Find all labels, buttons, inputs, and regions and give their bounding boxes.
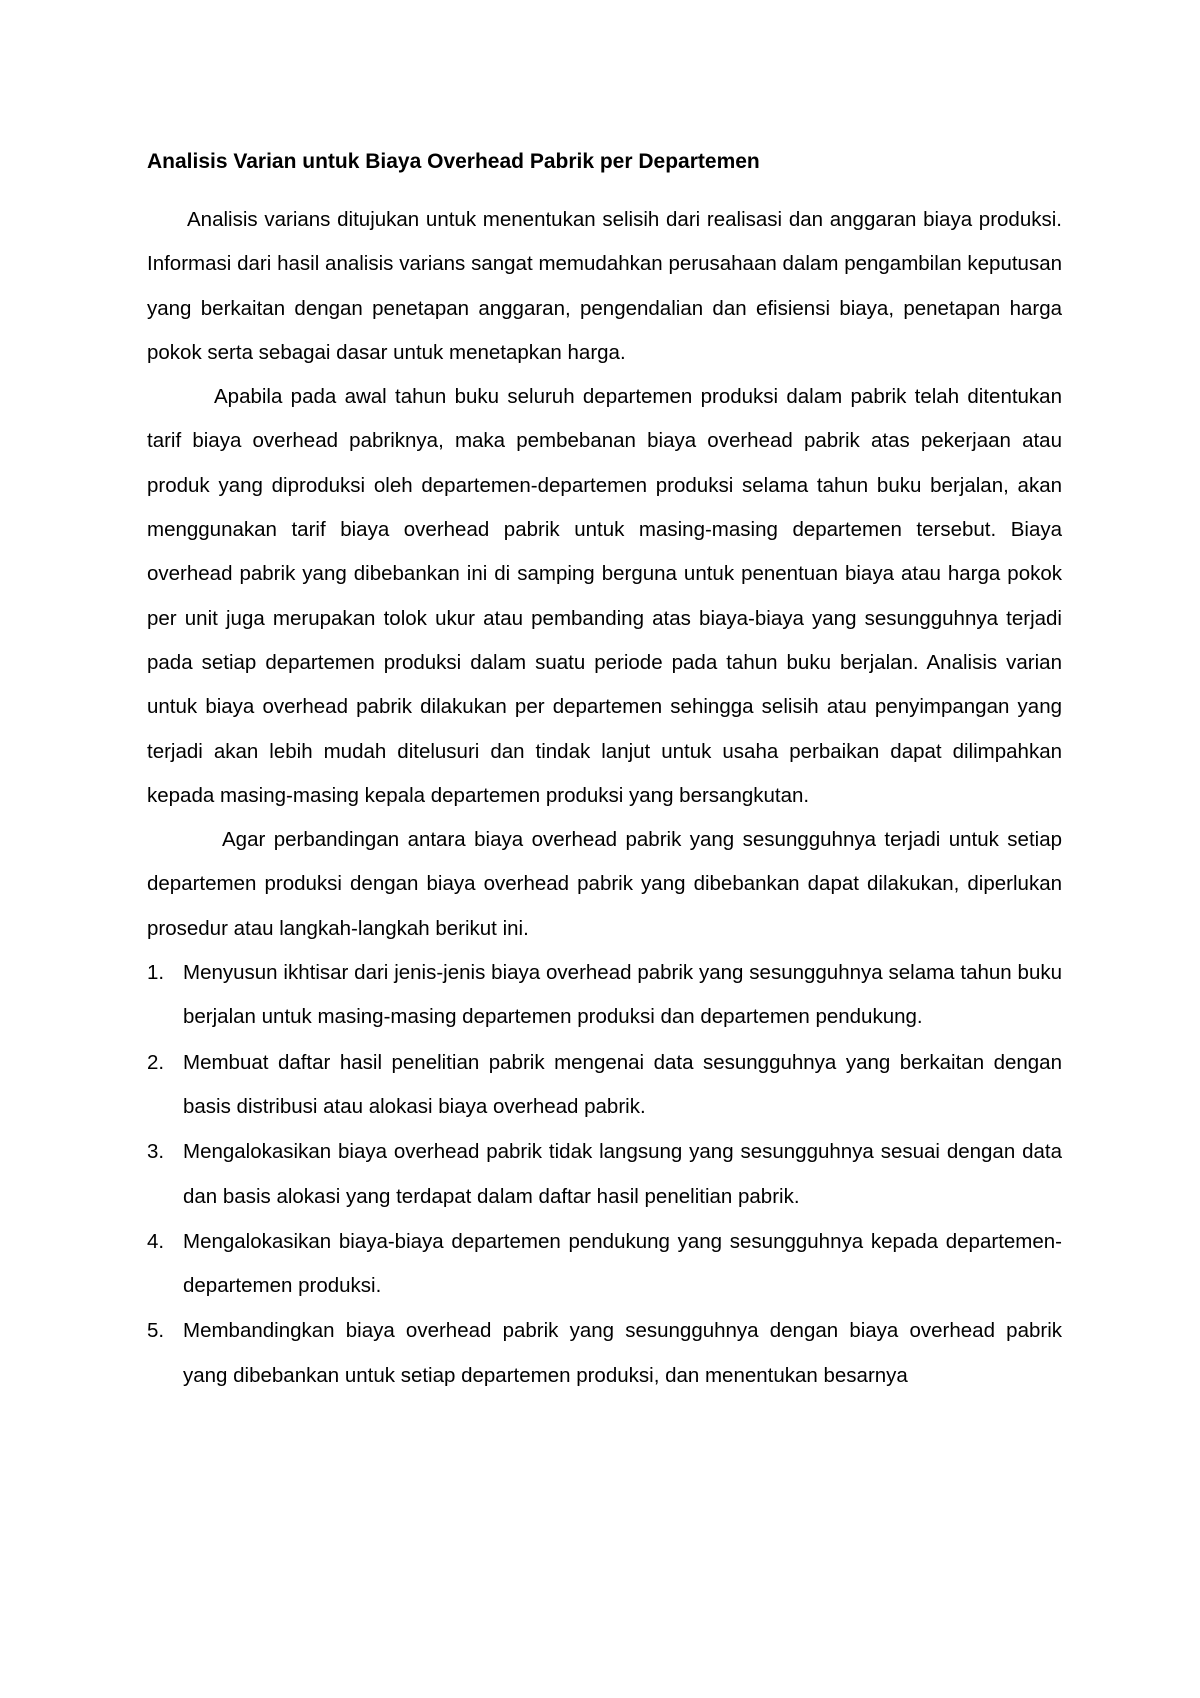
document-body (147, 140, 1062, 1399)
list-item-number: 1. (147, 961, 165, 985)
list-item-text: Membandingkan biaya overhead pabrik yang sesungguhnya dengan biaya overhead pabrik yang dibebankan untuk setiap departemen produksi, dan menentukan besarnya (183, 1319, 1062, 1387)
list-item (147, 1309, 1062, 1398)
paragraph-intro: Analisis varians ditujukan untuk menentukan selisih dari realisasi dan anggaran biaya produksi. Informasi dari hasil analisis varians sangat memudahkan perusahaan dalam pengambilan keputusan yang berkaitan dengan penetapan anggaran, pengendalian dan efisiensi biaya, penetapan harga pokok serta sebagai dasar untuk menetapkan harga. (147, 208, 1062, 364)
list-item (147, 1130, 1062, 1219)
list-item-text: Membuat daftar hasil penelitian pabrik mengenai data sesungguhnya yang berkaitan dengan basis distribusi atau alokasi biaya overhead pabrik. (183, 1050, 1062, 1118)
paragraph-tariff: Apabila pada awal tahun buku seluruh departemen produksi dalam pabrik telah ditentukan tarif biaya overhead pabriknya, maka pembebanan biaya overhead pabrik atas pekerjaan atau produk yang diproduksi oleh departemen-departemen produksi selama tahun buku berjalan, akan menggunakan tarif biaya overhead pabrik untuk masing-masing departemen tersebut. Biaya overhead pabrik yang dibebankan ini di samping berguna untuk penentuan biaya atau harga pokok per unit juga merupakan tolok ukur atau pembanding atas biaya-biaya yang sesungguhnya terjadi pada setiap departemen produksi dalam suatu periode pada tahun buku berjalan. Analisis varian untuk biaya overhead pabrik dilakukan per departemen sehingga selisih atau penyimpangan yang terjadi akan lebih mudah ditelusuri dan tindak lanjut untuk usaha perbaikan dapat dilimpahkan kepada masing-masing kepala departemen produksi yang bersangkutan. (147, 385, 1062, 807)
list-item (147, 1220, 1062, 1309)
list-item-number: 2. (147, 1050, 165, 1074)
list-item (147, 951, 1062, 1040)
list-item-text: Menyusun ikhtisar dari jenis-jenis biaya overhead pabrik yang sesungguhnya selama tahun buku berjalan untuk masing-masing departemen produksi dan departemen pendukung. (183, 961, 1062, 1029)
list-item-text: Mengalokasikan biaya overhead pabrik tidak langsung yang sesungguhnya sesuai dengan data dan basis alokasi yang terdapat dalam daftar hasil penelitian pabrik. (183, 1140, 1062, 1208)
paragraph-procedure: Agar perbandingan antara biaya overhead pabrik yang sesungguhnya terjadi untuk setiap departemen produksi dengan biaya overhead pabrik yang dibebankan dapat dilakukan, diperlukan prosedur atau langkah-langkah berikut ini. (147, 828, 1062, 940)
list-item-number: 3. (147, 1140, 165, 1164)
list-item-number: 4. (147, 1229, 165, 1253)
list-item (147, 1041, 1062, 1130)
list-item-text: Mengalokasikan biaya-biaya departemen pendukung yang sesungguhnya kepada departemen-departemen produksi. (183, 1229, 1062, 1298)
procedure-steps-list (147, 951, 1062, 1398)
document-title: Analisis Varian untuk Biaya Overhead Pabrik per Departemen (147, 150, 760, 173)
list-item-number: 5. (147, 1319, 165, 1343)
